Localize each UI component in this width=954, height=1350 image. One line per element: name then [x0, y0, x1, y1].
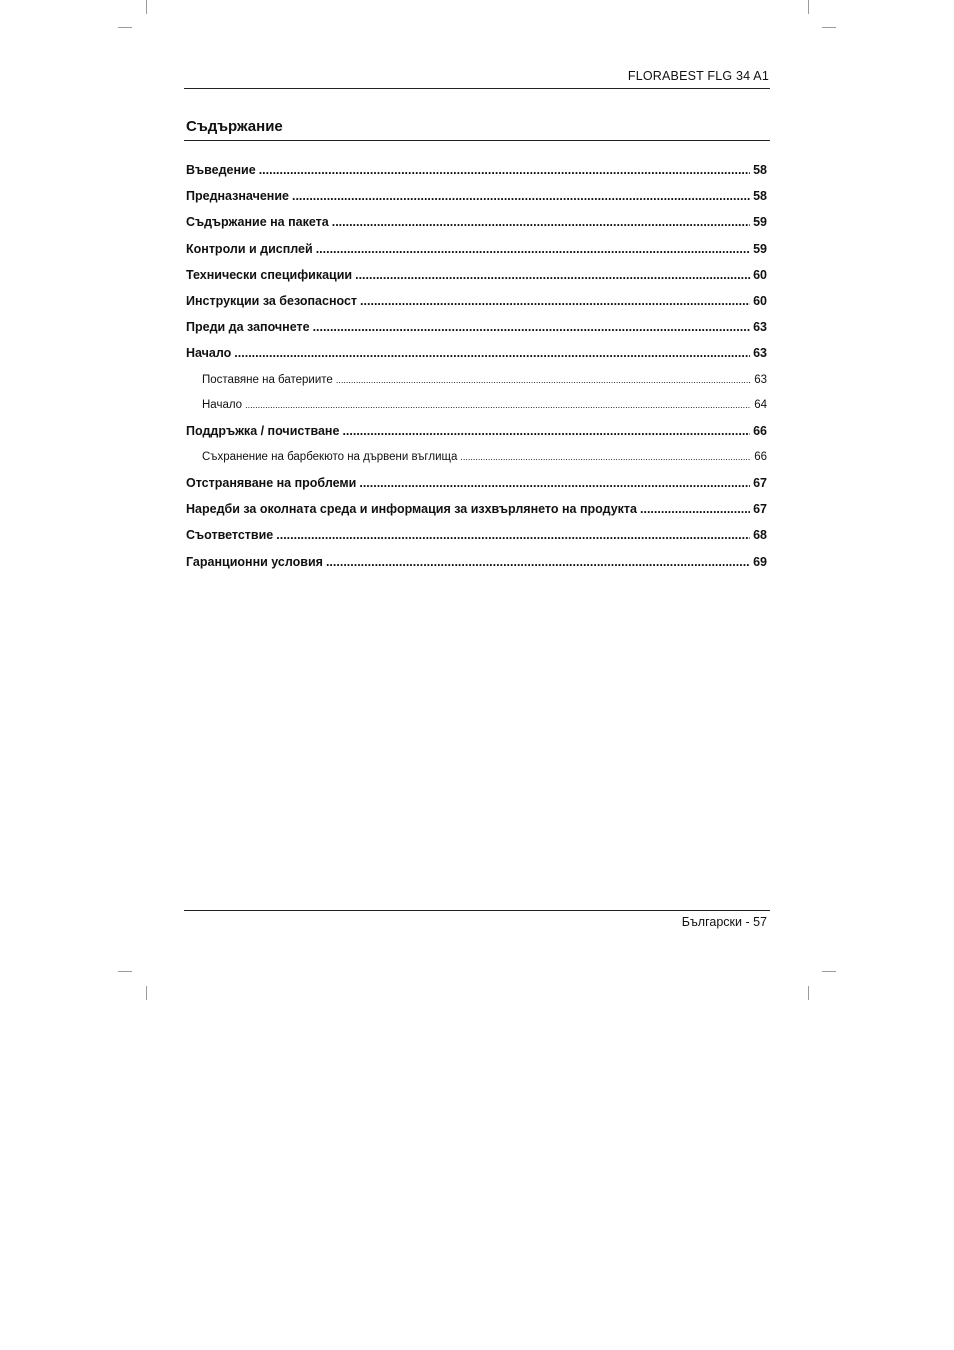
toc-entry-page: 66: [753, 424, 767, 439]
toc-entry-troubleshooting[interactable]: [186, 472, 767, 498]
toc-entry-environment-disposal[interactable]: [186, 498, 767, 524]
toc-entry-page: 67: [753, 502, 767, 517]
toc-entry-page: 63: [754, 373, 767, 386]
toc-entry-label: Съхранение на барбекюто на дървени въглища: [202, 451, 458, 464]
crop-mark: [808, 986, 809, 1000]
toc-entry-label: Инструкции за безопасност: [186, 293, 358, 308]
toc-entry-page: 69: [753, 554, 767, 569]
toc-leader: [259, 159, 750, 181]
toc-entry-label: Начало: [186, 346, 232, 361]
crop-mark: [118, 27, 132, 28]
title-rule: [184, 140, 770, 141]
toc-leader: [234, 342, 750, 364]
toc-leader: [359, 472, 750, 494]
toc-entry-label: Отстраняване на проблеми: [186, 476, 357, 491]
toc-entry-label: Предназначение: [186, 189, 289, 204]
toc-entry-label: Поставяне на батериите: [202, 373, 333, 386]
header-model: FLORABEST FLG 34 A1: [627, 69, 769, 83]
footer-rule: [184, 910, 770, 911]
toc-subentry-inserting-batteries[interactable]: [186, 369, 767, 395]
toc-entry-technical-specs[interactable]: [186, 264, 767, 290]
toc-entry-label: Преди да започнете: [186, 320, 310, 335]
toc-entry-page: 66: [754, 451, 767, 464]
toc-entry-label: Наредби за околната среда и информация за изхвърлянето на продукта: [186, 502, 638, 517]
toc-entry-label: Начало: [202, 399, 243, 412]
toc-leader: [326, 551, 750, 573]
toc-leader: [313, 316, 751, 338]
toc-leader: [245, 394, 751, 416]
toc-subentry-start[interactable]: [186, 394, 767, 420]
toc-entry-getting-started[interactable]: [186, 342, 767, 368]
toc-entry-maintenance-cleaning[interactable]: [186, 420, 767, 446]
toc-entry-page: 63: [753, 346, 767, 361]
toc-entry-label: Съответствие: [186, 528, 274, 543]
toc-leader: [360, 290, 750, 312]
crop-mark: [146, 986, 147, 1000]
toc-leader: [355, 264, 750, 286]
toc-entry-intended-use[interactable]: [186, 185, 767, 211]
toc-entry-page: 68: [753, 528, 767, 543]
crop-mark: [822, 27, 836, 28]
toc-entry-label: Въведение: [186, 163, 256, 177]
toc-title: Съдържание: [186, 118, 283, 135]
toc-entry-controls-display[interactable]: [186, 238, 767, 264]
table-of-contents: [186, 159, 767, 577]
toc-entry-label: Контроли и дисплей: [186, 241, 313, 256]
toc-entry-page: 67: [753, 476, 767, 491]
toc-entry-warranty[interactable]: [186, 551, 767, 577]
toc-subentry-storage[interactable]: [186, 446, 767, 472]
toc-entry-page: 58: [753, 163, 767, 177]
toc-entry-safety-instructions[interactable]: [186, 290, 767, 316]
toc-entry-label: Гаранционни условия: [186, 554, 323, 569]
toc-leader: [276, 524, 750, 546]
toc-entry-page: 63: [753, 320, 767, 335]
toc-leader: [332, 211, 750, 233]
toc-leader: [336, 369, 751, 391]
toc-entry-before-you-start[interactable]: [186, 316, 767, 342]
toc-entry-label: Поддръжка / почистване: [186, 424, 340, 439]
toc-leader: [640, 498, 750, 520]
toc-entry-package-contents[interactable]: [186, 211, 767, 237]
toc-leader: [316, 238, 750, 260]
toc-leader: [292, 185, 750, 207]
toc-entry-page: 59: [753, 241, 767, 256]
toc-leader: [460, 446, 751, 468]
toc-leader: [342, 420, 750, 442]
footer-page-label: Български - 57: [681, 915, 767, 929]
header-rule: [184, 88, 770, 89]
toc-entry-page: 58: [753, 189, 767, 204]
crop-mark: [822, 971, 836, 972]
crop-mark: [118, 971, 132, 972]
toc-entry-label: Съдържание на пакета: [186, 215, 329, 230]
toc-entry-page: 60: [753, 267, 767, 282]
toc-entry-label: Технически спецификации: [186, 267, 353, 282]
toc-entry-page: 60: [753, 293, 767, 308]
toc-entry-page: 59: [753, 215, 767, 230]
crop-mark: [146, 0, 147, 14]
toc-entry-page: 64: [754, 399, 767, 412]
toc-entry-conformity[interactable]: [186, 524, 767, 550]
toc-entry-introduction[interactable]: [186, 159, 767, 185]
crop-mark: [808, 0, 809, 14]
